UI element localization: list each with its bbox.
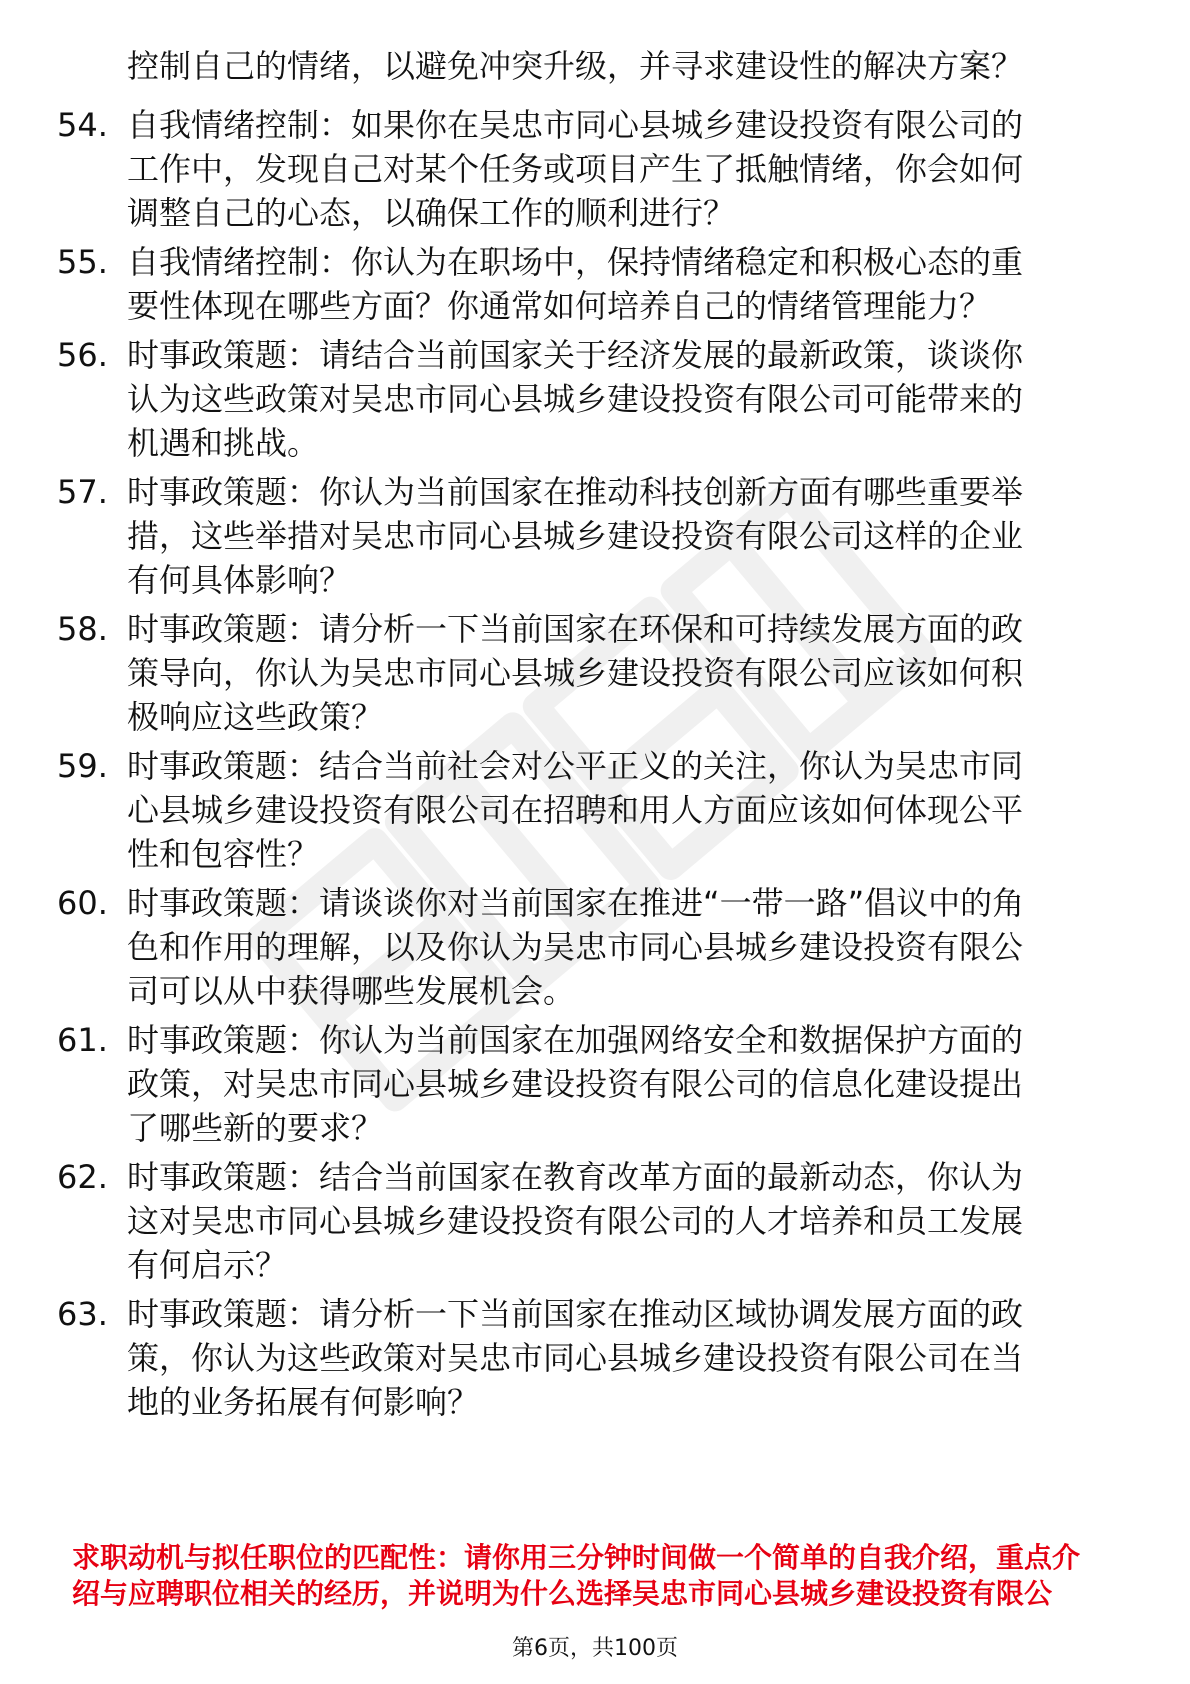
highlight-line: 绍与应聘职位相关的经历，并说明为什么选择吴忠市同心县城乡建设投资有限公 [72, 1577, 1053, 1610]
question-line: 有何启示？ [127, 1246, 288, 1284]
question-line: 地的业务拓展有何影响？ [127, 1383, 480, 1421]
question-line: 时事政策题：你认为当前国家在推动科技创新方面有哪些重要举 [127, 473, 1024, 511]
question-line: 措，这些举措对吴忠市同心县城乡建设投资有限公司这样的企业 [127, 517, 1024, 555]
page-footer: 第6页，共100页 [512, 1636, 678, 1661]
question-line: 时事政策题：请谈谈你对当前国家在推进“一带一路”倡议中的角 [127, 884, 1025, 922]
question-line: 性和包容性？ [127, 835, 320, 873]
question-line: 有何具体影响？ [127, 561, 352, 599]
question-line: 政策，对吴忠市同心县城乡建设投资有限公司的信息化建设提出 [127, 1065, 1024, 1103]
question-number: 55. [57, 243, 108, 281]
question-line: 认为这些政策对吴忠市同心县城乡建设投资有限公司可能带来的 [127, 380, 1024, 418]
question-line: 策导向，你认为吴忠市同心县城乡建设投资有限公司应该如何积 [127, 654, 1024, 692]
question-number: 56. [57, 336, 108, 374]
question-line: 要性体现在哪些方面？你通常如何培养自己的情绪管理能力？ [127, 287, 992, 325]
question-line: 自我情绪控制：如果你在吴忠市同心县城乡建设投资有限公司的 [127, 106, 1024, 144]
question-line: 极响应这些政策？ [127, 698, 384, 736]
question-line: 这对吴忠市同心县城乡建设投资有限公司的人才培养和员工发展 [127, 1202, 1024, 1240]
question-line: 时事政策题：结合当前国家在教育改革方面的最新动态，你认为 [127, 1158, 1024, 1196]
question-line: 时事政策题：你认为当前国家在加强网络安全和数据保护方面的 [127, 1021, 1024, 1059]
question-line: 心县城乡建设投资有限公司在招聘和用人方面应该如何体现公平 [127, 791, 1024, 829]
question-number: 63. [57, 1295, 108, 1333]
question-line: 时事政策题：结合当前社会对公平正义的关注，你认为吴忠市同 [127, 747, 1024, 785]
question-line: 时事政策题：请结合当前国家关于经济发展的最新政策，谈谈你 [127, 336, 1024, 374]
continuation-line: 控制自己的情绪，以避免冲突升级，并寻求建设性的解决方案？ [127, 47, 1024, 85]
question-line: 自我情绪控制：你认为在职场中，保持情绪稳定和积极心态的重 [127, 243, 1024, 281]
question-number: 58. [57, 610, 108, 648]
question-number: 54. [57, 106, 108, 144]
question-number: 61. [57, 1021, 108, 1059]
question-line: 了哪些新的要求？ [127, 1109, 384, 1147]
question-line: 调整自己的心态，以确保工作的顺利进行？ [127, 194, 736, 232]
question-line: 时事政策题：请分析一下当前国家在推动区域协调发展方面的政 [127, 1295, 1024, 1333]
question-line: 工作中，发现自己对某个任务或项目产生了抵触情绪，你会如何 [127, 150, 1024, 188]
question-line: 司可以从中获得哪些发展机会。 [127, 972, 576, 1010]
question-number: 60. [57, 884, 108, 922]
highlight-line: 求职动机与拟任职位的匹配性：请你用三分钟时间做一个简单的自我介绍，重点介 [72, 1541, 1081, 1574]
question-line: 策，你认为这些政策对吴忠市同心县城乡建设投资有限公司在当 [127, 1339, 1024, 1377]
question-number: 57. [57, 473, 108, 511]
question-number: 59. [57, 747, 108, 785]
question-line: 机遇和挑战。 [127, 424, 320, 462]
question-line: 色和作用的理解，以及你认为吴忠市同心县城乡建设投资有限公 [127, 928, 1024, 966]
highlight-question [72, 1540, 1080, 1612]
question-line: 时事政策题：请分析一下当前国家在环保和可持续发展方面的政 [127, 610, 1024, 648]
question-number: 62. [57, 1158, 108, 1196]
